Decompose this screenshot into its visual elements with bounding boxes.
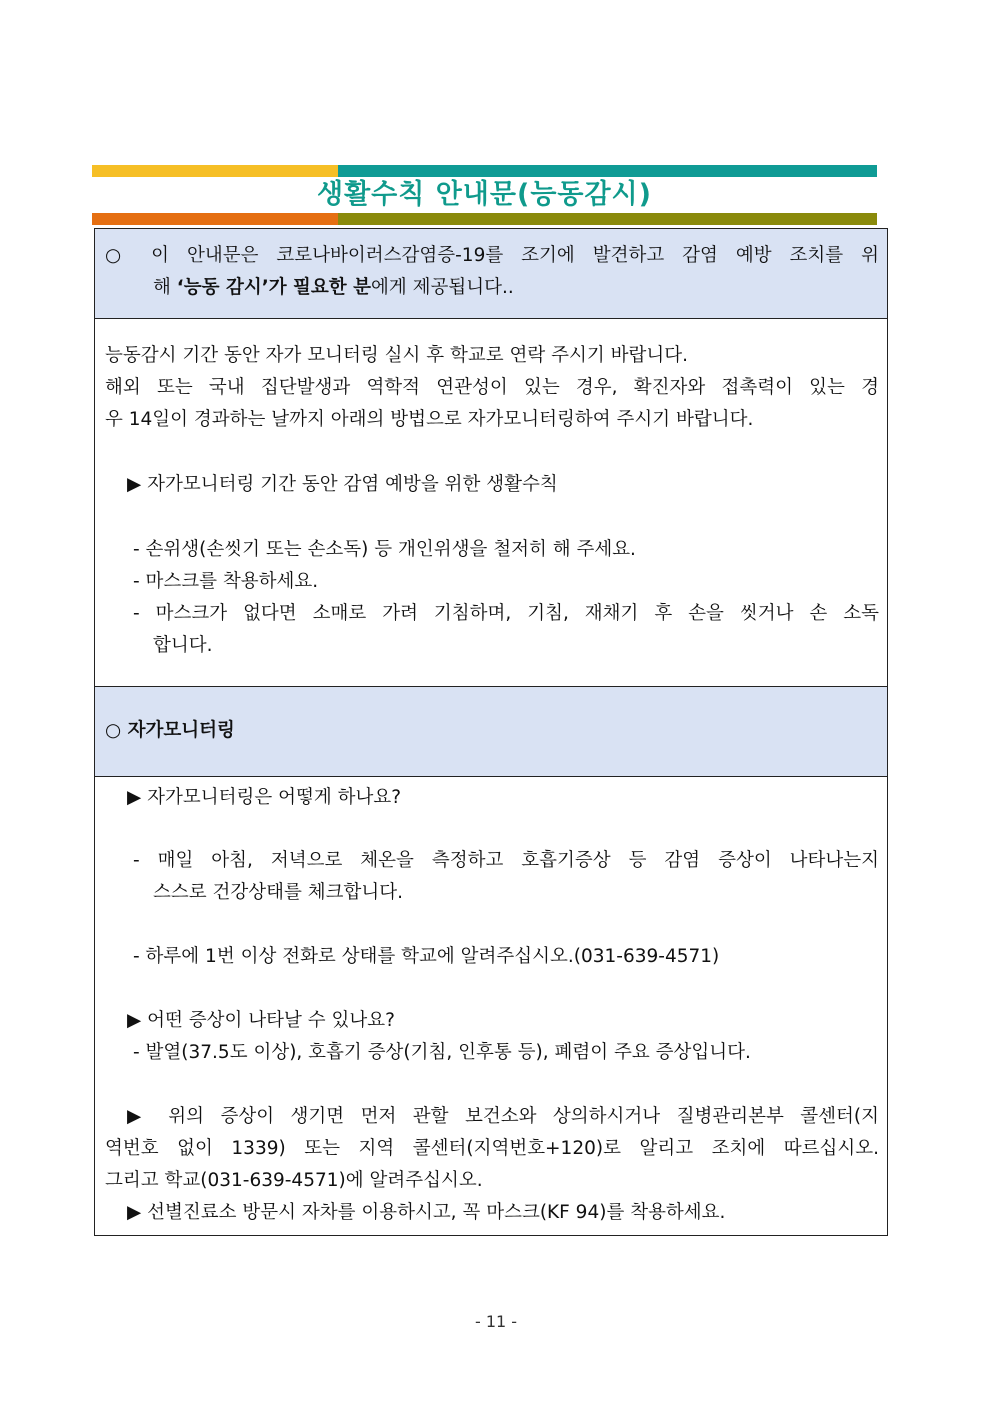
intro-line-2-post: 에게 제공됩니다.. bbox=[370, 277, 514, 298]
intro-emphasis: ‘능동 감시’가 필요한 분 bbox=[176, 277, 371, 298]
page-number: - 11 - bbox=[474, 1312, 518, 1331]
intro-line-1: ○ 이 안내문은 코로나바이러스감염증-19를 조기에 발견하고 감염 예방 조치를 위 bbox=[105, 245, 879, 266]
answer-1a: - 매일 아침, 저녁으로 체온을 측정하고 호흡기증상 등 감염 증상이 나타나는지 bbox=[133, 850, 879, 871]
header-bar-bottom-right bbox=[338, 213, 877, 225]
intro-line-2 bbox=[153, 272, 514, 304]
intro-line-2-pre: 해 bbox=[153, 277, 177, 298]
rules-heading: ▶ 자가모니터링 기간 동안 감염 예방을 위한 생활수칙 bbox=[127, 474, 558, 495]
header-bar-bottom-left bbox=[92, 213, 338, 225]
question-1: ▶ 자가모니터링은 어떻게 하나요? bbox=[127, 787, 402, 808]
notice-2: ▶ 선별진료소 방문시 자차를 이용하시고, 꼭 마스크(KF 94)를 착용하세요. bbox=[127, 1202, 726, 1223]
notice-1b: 역번호 없이 1339) 또는 지역 콜센터(지역번호+120)로 알리고 조치에 따르십시오. bbox=[105, 1138, 879, 1159]
rule-item: - 마스크를 착용하세요. bbox=[133, 571, 319, 592]
intro-section bbox=[95, 229, 887, 319]
self-monitoring-heading: ○ 자가모니터링 bbox=[105, 720, 235, 741]
page-title: 생활수칙 안내문(능동감시) bbox=[317, 179, 652, 210]
rule-item: - 손위생(손씻기 또는 손소독) 등 개인위생을 철저히 해 주세요. bbox=[133, 539, 636, 560]
notice-box bbox=[94, 228, 888, 1236]
guidance-paragraph-2a: 해외 또는 국내 집단발생과 역학적 연관성이 있는 경우, 확진자와 접촉력이 있는 경 bbox=[105, 377, 879, 398]
guidance-section bbox=[95, 319, 887, 687]
answer-3: - 발열(37.5도 이상), 호흡기 증상(기침, 인후통 등), 폐렴이 주요 증상입니다. bbox=[133, 1042, 751, 1063]
notice-1c: 그리고 학교(031-639-4571)에 알려주십시오. bbox=[105, 1170, 483, 1191]
rule-item: - 마스크가 없다면 소매로 가려 기침하며, 기침, 재채기 후 손을 씻거나 손 소독 bbox=[133, 603, 879, 624]
self-monitoring-heading-section bbox=[95, 687, 887, 777]
guidance-paragraph-2b: 우 14일이 경과하는 날까지 아래의 방법으로 자가모니터링하여 주시기 바랍니다. bbox=[105, 409, 754, 430]
guidance-paragraph-1: 능동감시 기간 동안 자가 모니터링 실시 후 학교로 연락 주시기 바랍니다. bbox=[105, 345, 688, 366]
question-2: ▶ 어떤 증상이 나타날 수 있나요? bbox=[127, 1010, 395, 1031]
answer-1b: 스스로 건강상태를 체크합니다. bbox=[153, 882, 403, 903]
notice-1a: ▶ 위의 증상이 생기면 먼저 관할 보건소와 상의하시거나 질병관리본부 콜센터(지 bbox=[127, 1106, 879, 1127]
self-monitoring-section bbox=[95, 777, 887, 1235]
rule-item-continuation: 합니다. bbox=[153, 635, 213, 656]
answer-2: - 하루에 1번 이상 전화로 상태를 학교에 알려주십시오.(031-639-4571) bbox=[133, 946, 720, 967]
